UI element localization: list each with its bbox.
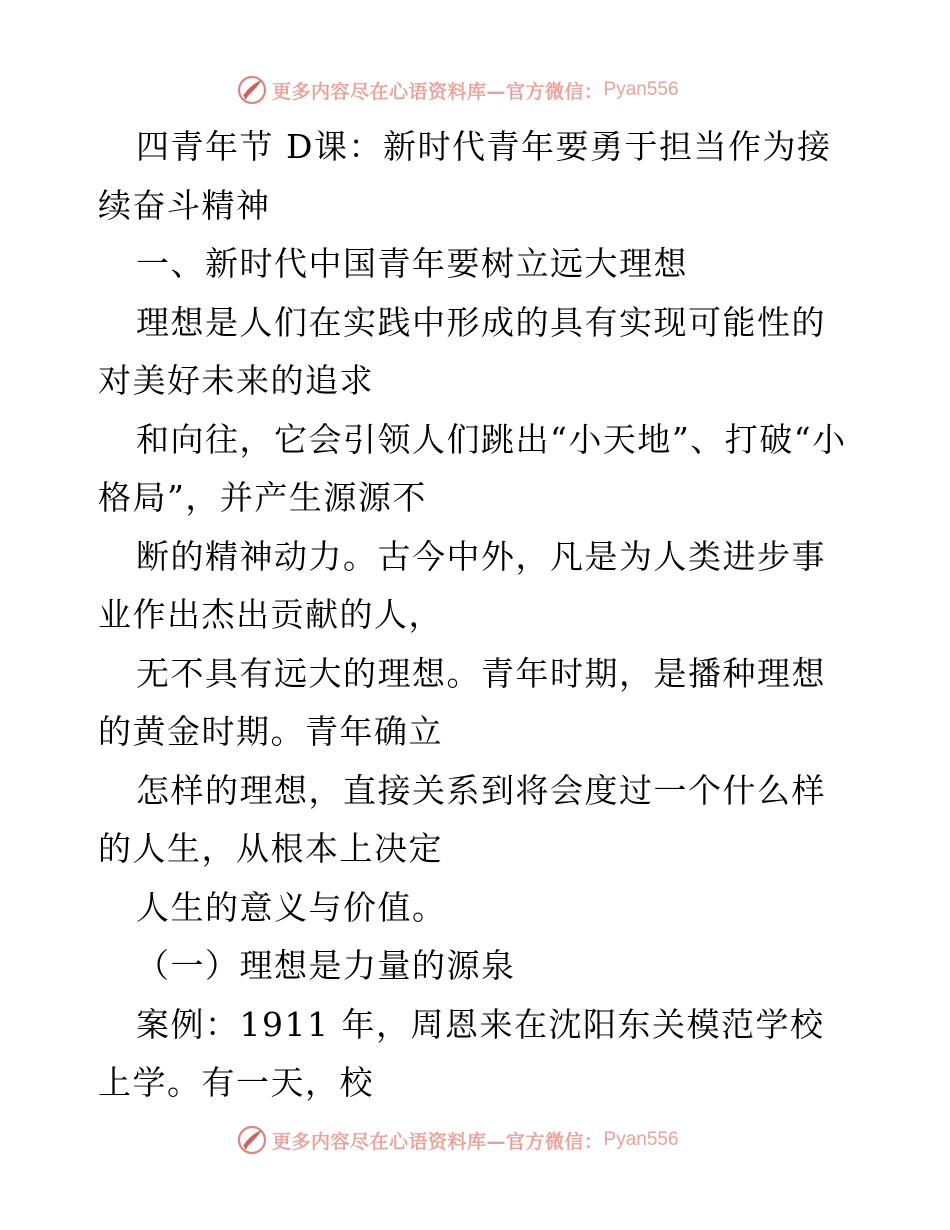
- footer-watermark: [236, 1123, 716, 1157]
- brush-logo-icon: [236, 74, 268, 106]
- document-title: 四青年节 D课：新时代青年要勇于担当作为接续奋斗精神: [98, 127, 832, 225]
- brush-logo-icon: [236, 1124, 268, 1156]
- body-paragraph: 怎样的理想，直接关系到将会度过一个什么样的人生，从根本上决定: [98, 770, 826, 868]
- body-paragraph: 无不具有远大的理想。青年时期，是播种理想的黄金时期。青年确立: [98, 653, 826, 751]
- case-paragraph: 案例：1911 年，周恩来在沈阳东关模范学校上学。有一天，校: [98, 1004, 825, 1102]
- header-watermark: [236, 73, 716, 107]
- subsection-heading: （一）理想是力量的源泉: [136, 946, 516, 985]
- watermark-account: Pyan556: [603, 1129, 679, 1150]
- body-paragraph: 和向往，它会引领人们跳出“小天地”、打破“小格局”，并产生源源不: [98, 419, 847, 517]
- section-heading: 一、新时代中国青年要树立远大理想: [136, 244, 688, 283]
- watermark-text: 更多内容尽在心语资料库—官方微信：: [272, 1130, 604, 1153]
- body-paragraph: 断的精神动力。古今中外，凡是为人类进步事业作出杰出贡献的人，: [98, 536, 826, 634]
- body-paragraph: 理想是人们在实践中形成的具有实现可能性的对美好未来的追求: [98, 302, 826, 400]
- document-body: [98, 118, 858, 1113]
- body-paragraph: 人生的意义与价值。: [136, 887, 447, 927]
- watermark-text: 更多内容尽在心语资料库—官方微信：: [272, 80, 604, 103]
- watermark-account: Pyan556: [603, 79, 679, 100]
